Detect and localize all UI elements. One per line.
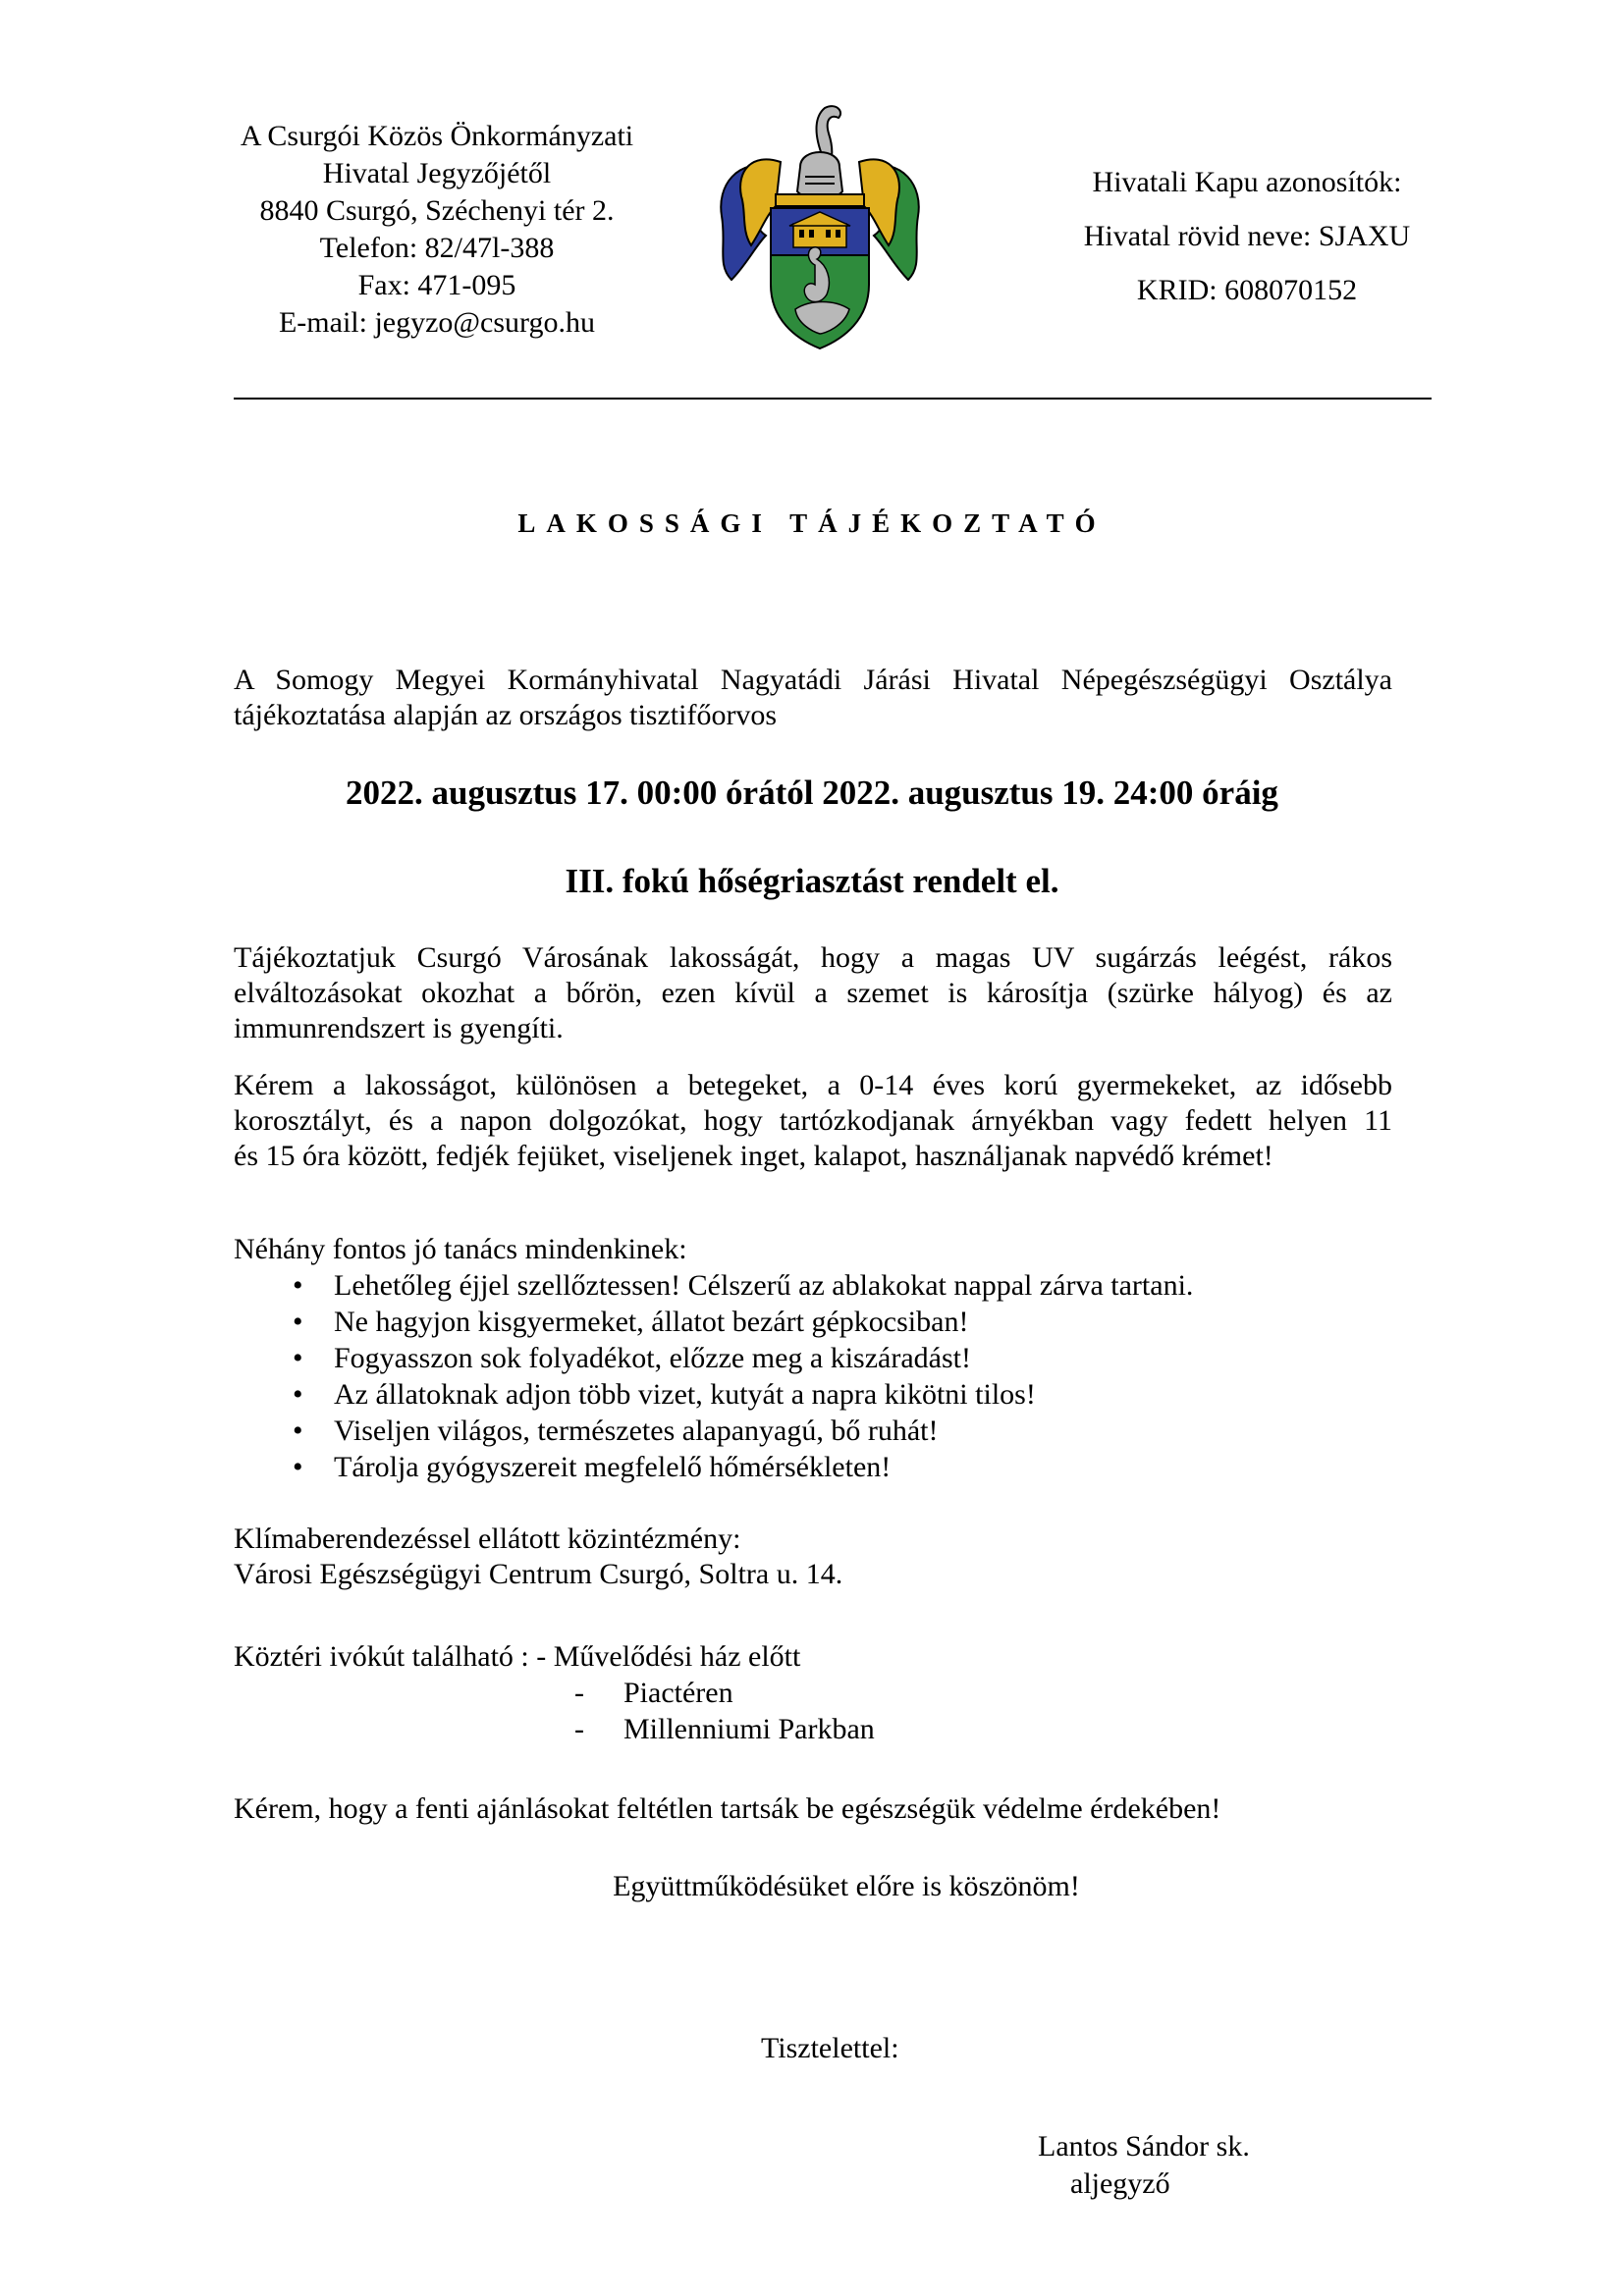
paragraph-line: Kérem a lakosságot, különösen a betegeket, a 0-14 éves korú gyermekeket, az idősebb: [234, 1069, 1392, 1101]
office-gate-ids: [1011, 155, 1483, 317]
uv-warning-paragraph: [234, 940, 1392, 1046]
sender-line: Telefon: 82/47l-388: [319, 232, 555, 264]
list-item: • Lehetőleg éjjel szellőztessen! Célszerű az ablakokat nappal zárva tartani.: [275, 1267, 1355, 1304]
alert-period: 2022. augusztus 17. 00:00 órától 2022. augusztus 19. 24:00 óráig: [346, 774, 1278, 812]
alert-level: III. fokú hőségriasztást rendelt el.: [565, 862, 1059, 900]
sender-line: Fax: 471-095: [357, 269, 516, 301]
fountains-label: Köztéri ivókút található : - Művelődési ház előtt: [234, 1640, 801, 1673]
paragraph-line: korosztályt, és a napon dolgozókat, hogy tartózkodjanak árnyékban vagy fedett helyen 11: [234, 1104, 1392, 1137]
paragraph-line: és 15 óra között, fedjék fejüket, viseljenek inget, kalapot, használjanak napvédő krémet!: [234, 1140, 1273, 1172]
sender-line: Hivatal Jegyzőjétől: [322, 157, 552, 189]
signature-name: Lantos Sándor sk.: [1038, 2130, 1250, 2163]
aircon-block: [234, 1522, 1392, 1592]
list-item: • Ne hagyjon kisgyermeket, állatot bezárt gépkocsiban!: [275, 1304, 1355, 1340]
wreath: [776, 194, 864, 206]
thanks-line: Együttműködésüket előre is köszönöm!: [613, 1870, 1080, 1902]
list-item: • Fogyasszon sok folyadékot, előzze meg a kiszáradást!: [275, 1340, 1355, 1376]
intro-paragraph: [234, 663, 1392, 733]
closing-line: Tisztelettel:: [761, 2032, 899, 2064]
list-item: • Tárolja gyógyszereit megfelelő hőmérsékleten!: [275, 1449, 1355, 1485]
signature-title: aljegyző: [1070, 2167, 1170, 2200]
gate-heading: Hivatali Kapu azonosítók:: [1092, 166, 1402, 198]
list-item: - Millenniumi Parkban: [574, 1713, 875, 1745]
sender-line: 8840 Csurgó, Széchenyi tér 2.: [259, 194, 615, 227]
aircon-place: Városi Egészségügyi Centrum Csurgó, Soltra u. 14.: [234, 1558, 843, 1590]
paragraph-line: Tájékoztatjuk Csurgó Városának lakosságát, hogy a magas UV sugárzás leégést, rákos: [234, 941, 1392, 974]
header-divider: [234, 398, 1432, 400]
tips-list: [275, 1267, 1355, 1485]
paragraph-line: immunrendszert is gyengíti.: [234, 1012, 564, 1044]
final-request: Kérem, hogy a fenti ajánlásokat feltétlen tartsák be egészségük védelme érdekében!: [234, 1792, 1221, 1825]
sender-line: A Csurgói Közös Önkormányzati: [240, 120, 634, 152]
tips-heading: Néhány fontos jó tanács mindenkinek:: [234, 1233, 687, 1265]
list-item: • Az állatoknak adjon több vizet, kutyát a napra kikötni tilos!: [275, 1376, 1355, 1413]
list-item: - Piactéren: [574, 1677, 733, 1709]
sender-email: E-mail: jegyzo@csurgo.hu: [278, 306, 595, 339]
intro-line: tájékoztatása alapján az országos tisztifőorvos: [234, 699, 778, 731]
signature-block: [1038, 2128, 1250, 2203]
paragraph-line: elváltozásokat okozhat a bőrön, ezen kívül a szemet is károsítja (szürke hályog) és az: [234, 977, 1392, 1009]
aircon-label: Klímaberendezéssel ellátott közintézmény:: [234, 1522, 741, 1555]
protection-request-paragraph: [234, 1068, 1392, 1174]
list-item: • Viseljen világos, természetes alapanyagú, bő ruhát!: [275, 1413, 1355, 1449]
sender-address-block: [172, 118, 702, 342]
coat-of-arms-icon: [707, 98, 933, 353]
fountains-list: [574, 1675, 875, 1747]
gate-krid: KRID: 608070152: [1136, 274, 1358, 306]
intro-line: A Somogy Megyei Kormányhivatal Nagyatádi Járási Hivatal Népegészségügyi Osztálya: [234, 664, 1392, 696]
helmet: [797, 152, 842, 199]
document-title: LAKOSSÁGI TÁJÉKOZTATÓ: [517, 508, 1107, 538]
gate-short-name: Hivatal rövid neve: SJAXU: [1083, 220, 1411, 252]
